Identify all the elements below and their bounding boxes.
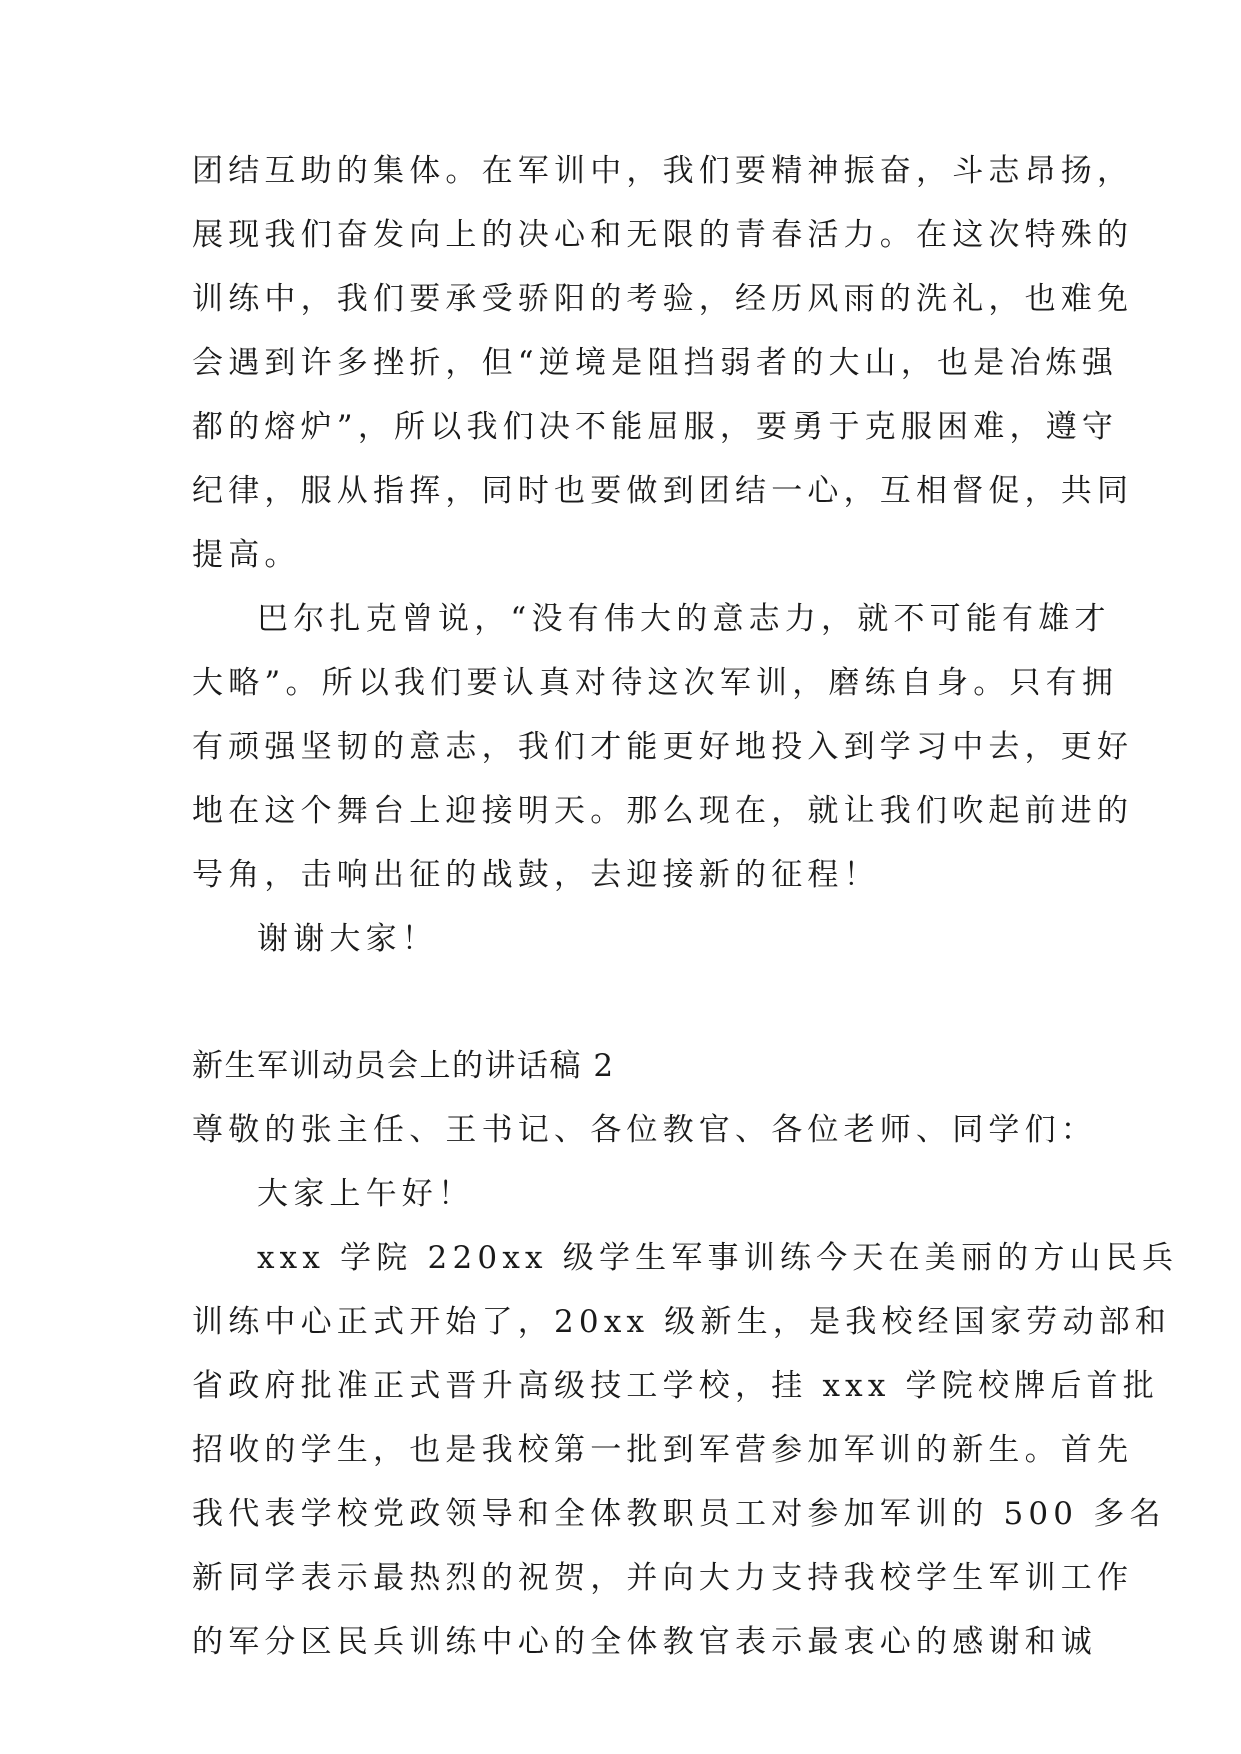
section-title: 新生军训动员会上的讲话稿 2 [192, 1048, 615, 1084]
text-line: 都的熔炉”，所以我们决不能屈服，要勇于克服困难，遵守 [192, 409, 1119, 445]
text-line: 训练中，我们要承受骄阳的考验，经历风雨的洗礼，也难免 [192, 281, 1134, 317]
text-line: 号角，击响出征的战鼓，去迎接新的征程！ [192, 857, 880, 893]
text-line: 我代表学校党政领导和全体教职员工对参加军训的 500 多名 [192, 1496, 1166, 1532]
text-line: 的军分区民兵训练中心的全体教官表示最衷心的感谢和诚 [192, 1624, 1097, 1660]
text-line: 有顽强坚韧的意志，我们才能更好地投入到学习中去，更好 [192, 729, 1134, 765]
text-line: 展现我们奋发向上的决心和无限的青春活力。在这次特殊的 [192, 217, 1134, 253]
text-line: 训练中心正式开始了，20xx 级新生，是我校经国家劳动部和 [192, 1304, 1172, 1340]
text-line: 大略”。所以我们要认真对待这次军训，磨练自身。只有拥 [192, 665, 1119, 701]
text-line: 纪律，服从指挥，同时也要做到团结一心，互相督促，共同 [192, 473, 1134, 509]
salutation-line: 尊敬的张主任、王书记、各位教官、各位老师、同学们： [192, 1112, 1097, 1148]
text-line: 会遇到许多挫折，但“逆境是阻挡弱者的大山，也是冶炼强 [192, 345, 1119, 381]
paragraph-start-line: xxx 学院 220xx 级学生军事训练今天在美丽的方山民兵 [257, 1240, 1179, 1276]
greeting-line: 大家上午好！ [257, 1176, 475, 1212]
text-line: 招收的学生，也是我校第一批到军营参加军训的新生。首先 [192, 1432, 1134, 1468]
paragraph-start-line: 巴尔扎克曾说，“没有伟大的意志力，就不可能有雄才 [257, 601, 1111, 637]
text-line: 提高。 [192, 537, 301, 573]
text-line: 省政府批准正式晋升高级技工学校，挂 xxx 学院校牌后首批 [192, 1368, 1159, 1404]
text-line: 新同学表示最热烈的祝贺，并向大力支持我校学生军训工作 [192, 1560, 1134, 1596]
text-line: 地在这个舞台上迎接明天。那么现在，就让我们吹起前进的 [192, 793, 1134, 829]
text-line: 团结互助的集体。在军训中，我们要精神振奋，斗志昂扬， [192, 153, 1134, 189]
closing-line: 谢谢大家！ [257, 921, 438, 957]
